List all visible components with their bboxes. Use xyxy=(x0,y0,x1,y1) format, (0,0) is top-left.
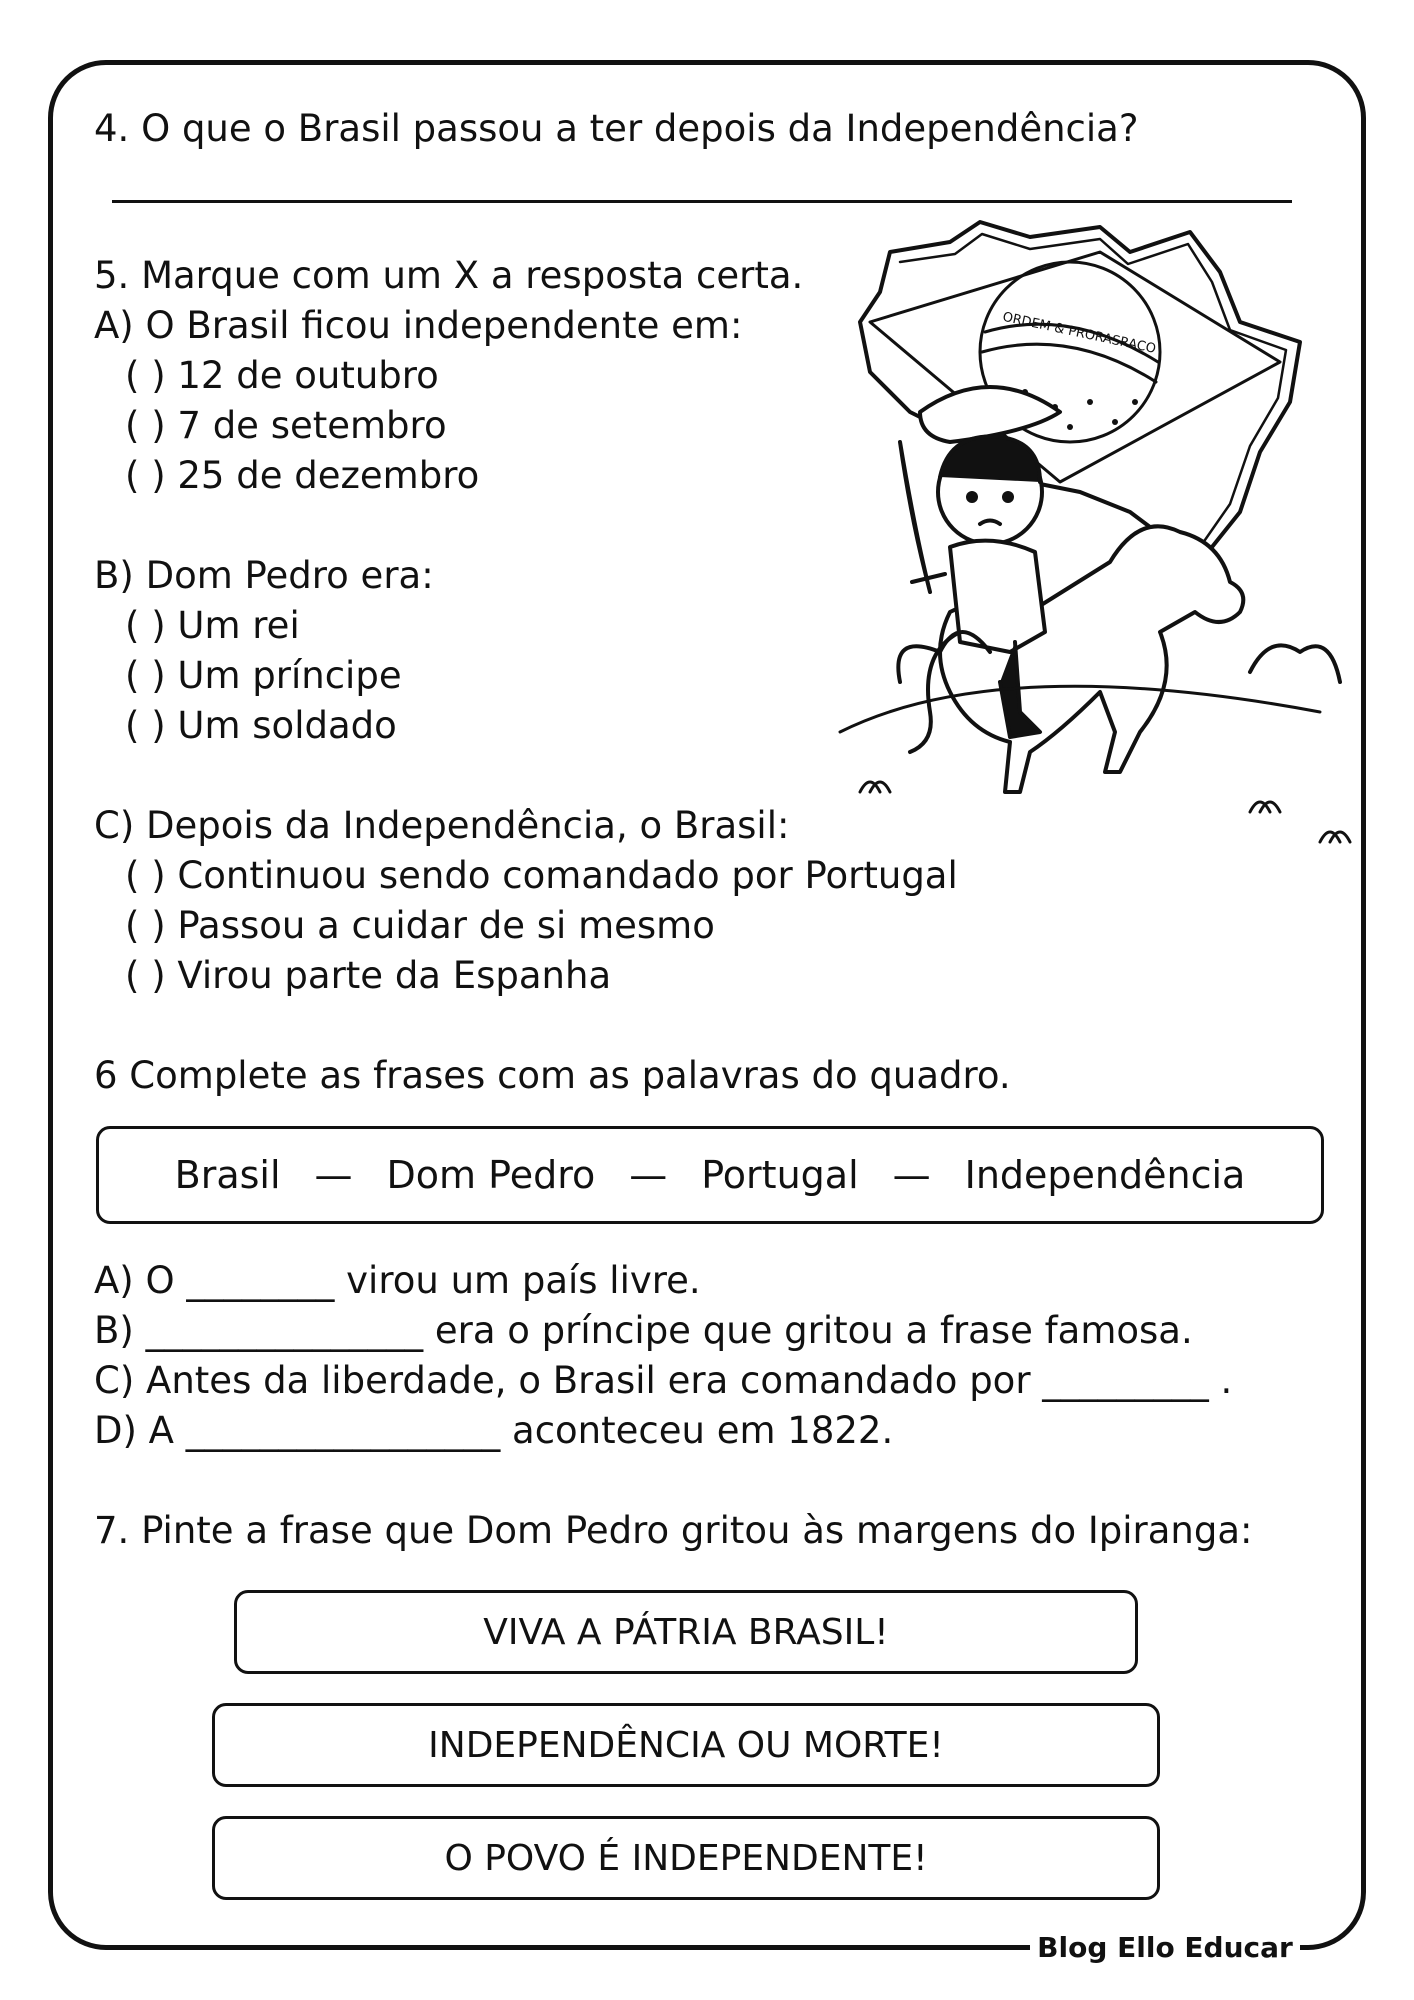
option-5b-1[interactable]: ( ) Um rei xyxy=(125,604,300,647)
question-5c-title: C) Depois da Independência, o Brasil: xyxy=(94,804,790,847)
hat xyxy=(920,387,1060,442)
option-5a-1[interactable]: ( ) 12 de outubro xyxy=(125,354,439,397)
answer-line[interactable] xyxy=(112,200,1292,203)
option-5b-2[interactable]: ( ) Um príncipe xyxy=(125,654,402,697)
word-bank xyxy=(96,1126,1324,1224)
option-5c-2[interactable]: ( ) Passou a cuidar de si mesmo xyxy=(125,904,715,947)
word-portugal: Portugal xyxy=(701,1153,859,1197)
word-separator: — xyxy=(629,1153,668,1197)
sentence-d[interactable]: D) A _________________ aconteceu em 1822. xyxy=(94,1409,894,1452)
option-5a-3[interactable]: ( ) 25 de dezembro xyxy=(125,454,480,497)
question-5b-title: B) Dom Pedro era: xyxy=(94,554,434,597)
flag-motto: ORDEM & PRORASRACO xyxy=(1001,309,1158,357)
body xyxy=(950,541,1045,652)
option-5a-2[interactable]: ( ) 7 de setembro xyxy=(125,404,447,447)
sentence-c[interactable]: C) Antes da liberdade, o Brasil era comandado por _________ . xyxy=(94,1359,1233,1402)
answer-box-1[interactable]: VIVA A PÁTRIA BRASIL! xyxy=(234,1590,1138,1674)
question-4: 4. O que o Brasil passou a ter depois da Independência? xyxy=(94,107,1139,150)
word-dom-pedro: Dom Pedro xyxy=(386,1153,596,1197)
dom-pedro-illustration xyxy=(800,212,1360,852)
word-separator: — xyxy=(314,1153,353,1197)
question-5-title: 5. Marque com um X a resposta certa. xyxy=(94,254,804,297)
question-7-title: 7. Pinte a frase que Dom Pedro gritou às margens do Ipiranga: xyxy=(94,1509,1253,1552)
answer-box-3[interactable]: O POVO É INDEPENDENTE! xyxy=(212,1816,1160,1900)
option-5b-3[interactable]: ( ) Um soldado xyxy=(125,704,397,747)
question-6-title: 6 Complete as frases com as palavras do quadro. xyxy=(94,1054,1011,1097)
sword xyxy=(900,442,930,592)
word-separator: — xyxy=(892,1153,931,1197)
option-5c-3[interactable]: ( ) Virou parte da Espanha xyxy=(125,954,612,997)
question-5a-title: A) O Brasil ficou independente em: xyxy=(94,304,743,347)
answer-box-2[interactable]: INDEPENDÊNCIA OU MORTE! xyxy=(212,1703,1160,1787)
brazil-map-outline xyxy=(860,222,1300,562)
word-independencia: Independência xyxy=(964,1153,1246,1197)
flag-diamond xyxy=(870,252,1280,482)
option-5c-1[interactable]: ( ) Continuou sendo comandado por Portugal xyxy=(125,854,958,897)
sentence-a[interactable]: A) O ________ virou um país livre. xyxy=(94,1259,701,1302)
word-brasil: Brasil xyxy=(174,1153,281,1197)
footer-credit: Blog Ello Educar xyxy=(1030,1926,1300,1970)
sentence-b[interactable]: B) _______________ era o príncipe que gritou a frase famosa. xyxy=(94,1309,1193,1352)
